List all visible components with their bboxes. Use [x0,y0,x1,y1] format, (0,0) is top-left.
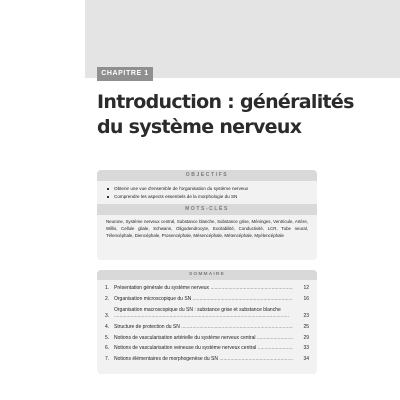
toc-title: Structure de protection du SN ..... [114,324,293,330]
toc-number: 6. [105,345,110,352]
toc-page: 12 [303,285,309,291]
toc-title: Notions élémentaires de morphogenèse du SN ..... [114,356,293,362]
toc-title: Notions de vascularisation veineuse du système nerveux central ..... [114,345,293,351]
chapter-title-line: Introduction : généralités [97,91,354,113]
toc-title: Notions de vascularisation artérielle du système nerveux central ..... [114,335,293,341]
chapter-title [97,90,392,140]
keywords-heading: MOTS-CLÉS [97,204,317,215]
toc-number: 4. [105,323,110,330]
toc-page: 34 [303,356,309,363]
chapter-label: CHAPITRE 1 [97,67,153,81]
toc-number: 1. [105,285,110,291]
keywords-text: Neurone, Système nerveux central, Substance blanche, Substance grise, Méninges, Ventricule, Artère, Willis, Cellule gliale, Schwann, Oligodendrocyte, Excitabilité, Conductivité, LCR, Tube neural, Télencéphale, Diencéphale, Prosencéphale, Mésencéphale, Métencéphale, Myélencéphale [106,219,308,238]
toc-entry[interactable] [97,307,317,320]
summary-list [97,280,317,363]
toc-number: 2. [105,295,110,302]
summary-box [97,270,317,374]
toc-title: Présentation générale du système nerveux ..... [114,285,293,291]
toc-page: 33 [303,345,309,352]
toc-page: 25 [303,323,309,330]
toc-entry[interactable] [97,324,317,331]
toc-entry[interactable] [97,296,317,303]
toc-entry[interactable] [97,335,317,342]
objectives-keywords-box [97,170,317,260]
toc-number: 5. [105,334,110,341]
objectives-heading: OBJECTIFS [97,170,317,181]
objectives-list [97,181,317,204]
toc-entry[interactable] [97,356,317,363]
toc-number: 3. [105,313,110,320]
chapter-title-line: du système nerveux [97,116,302,138]
toc-page: 23 [303,313,309,320]
summary-heading: SOMMAIRE [97,270,317,280]
toc-title: Organisation microscopique du SN ..... [114,296,293,302]
toc-page: 29 [303,334,309,341]
toc-number: 7. [105,356,110,363]
objective-item: Comprendre les aspects essentiels de la morphologie du SN [97,193,317,201]
toc-page: 16 [303,295,309,302]
toc-title: Organisation macroscopique du SN : substance grise et substance blanche ..... [114,307,289,320]
toc-entry[interactable] [97,345,317,352]
objective-item: Obtenir une vue d'ensemble de l'organisation du système nerveux [97,185,317,193]
toc-entry[interactable] [97,285,317,292]
